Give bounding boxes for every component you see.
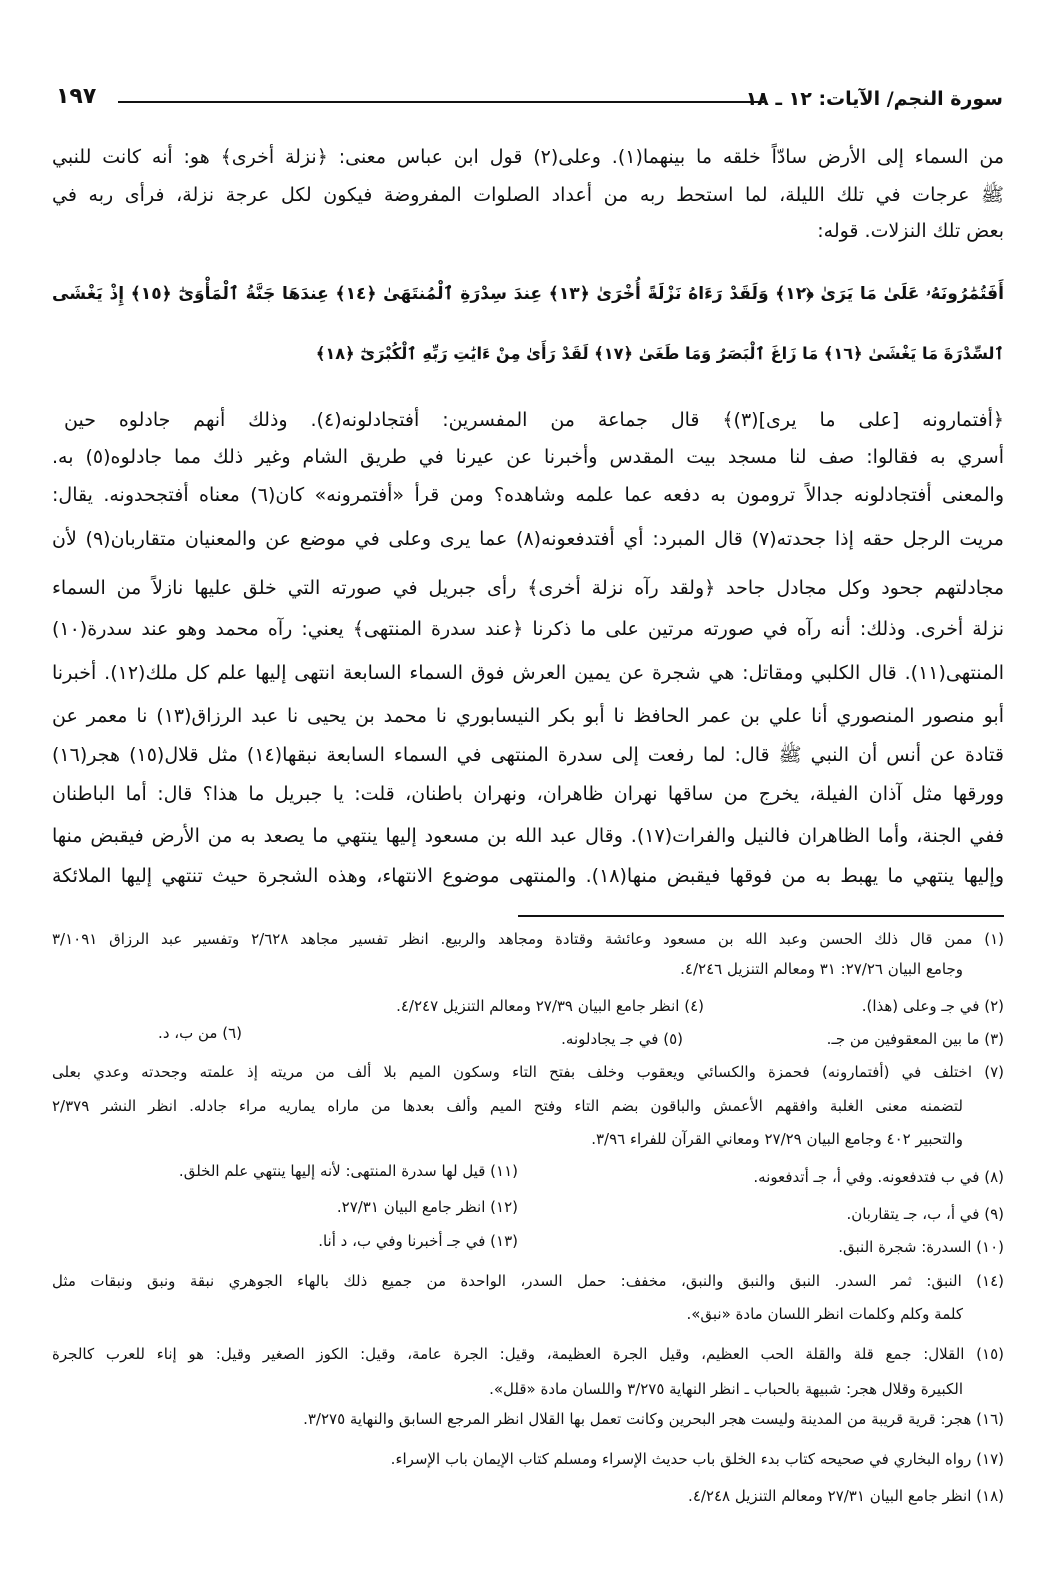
text-line: من السماء إلى الأرض سادّاً خلقه ما بينهما(١). وعلى(٢) قول ابن عباس معنى: ﴿نزلة أخرى﴾ هو: أنه كانت للنبي: [52, 146, 1004, 168]
footnote-5: (٥) في جـ يجادلونه.: [561, 1030, 683, 1048]
page-number: ١٩٧: [56, 84, 97, 109]
footnote-1-cont: وجامع البيان ٢٧/٢٦: ٣١ ومعالم التنزيل ٤/٢٤٦.: [680, 960, 963, 978]
text-line: ﷺ عرجات في تلك الليلة، لما استحط ربه من أعداد الصلوات المفروضة فيكون لكل عرجة نزلة، فرأى ربه في: [52, 184, 1004, 206]
footnote-2: (٢) في جـ وعلى (هذا).: [861, 997, 1004, 1015]
quran-verse-line: أَفَتُمَٰرُونَهُۥ عَلَىٰ مَا يَرَىٰ ﴿١٢﴾ وَلَقَدْ رَءَاهُ نَزْلَةً أُخْرَىٰ ﴿١٣﴾ عِندَ سِدْرَةِ ٱلْمُنتَهَىٰ ﴿١٤﴾ عِندَهَا جَنَّةُ ٱلْمَأْوَىٰٓ ﴿١٥﴾ إِذْ يَغْشَى: [52, 284, 1004, 304]
footnote-7-cont: لتضمنه معنى الغلبة وافقهم الأعمش والباقون بضم التاء وفتح الميم وألف بعدها من ماراه يماريه مراء جادله. انظر النشر ٢/٣٧٩: [52, 1097, 963, 1115]
footnote-13: (١٣) في جـ أخبرنا وفي ب، د أنا.: [318, 1232, 518, 1250]
footnote-18: (١٨) انظر جامع البيان ٢٧/٣١ ومعالم التنزيل ٤/٢٤٨.: [688, 1487, 1004, 1505]
footnote-15: (١٥) القلال: جمع قلة والقلة الحب العظيم، وقيل الجرة العظيمة، وقيل: الجرة عامة، وقيل: الكوز الصغير وقيل: هو إناء للعرب كالجرة: [52, 1345, 1004, 1363]
footnote-4: (٤) انظر جامع البيان ٢٧/٣٩ ومعالم التنزيل ٤/٢٤٧.: [396, 997, 704, 1015]
header-divider: [118, 101, 764, 103]
text-line: قتادة عن أنس أن النبي ﷺ قال: لما رفعت إلى سدرة المنتهى في السماء السابعة نبقها(١٤) مثل قلال(١٥) هجر(١٦): [52, 744, 1004, 766]
footnote-14: (١٤) النبق: ثمر السدر. النبق والنبق والنبق، مخفف: حمل السدر، الواحدة من جميع ذلك بالهاء الجوهري نبقة ونبق ونبقات مثل: [52, 1272, 1004, 1290]
text-line: المنتهى(١١). قال الكلبي ومقاتل: هي شجرة عن يمين العرش فوق السماء السابعة انتهى إليها علم كل ملك(١٢). أخبرنا: [52, 662, 1005, 684]
footnote-6: (٦) من ب، د.: [158, 1024, 242, 1042]
footnote-8: (٨) في ب فتدفعونه. وفي أ، جـ أتدفعونه.: [753, 1168, 1004, 1186]
footnote-3: (٣) ما بين المعقوفين من جـ.: [826, 1030, 1004, 1048]
footnote-9: (٩) في أ، ب، جـ يتقاربان.: [846, 1205, 1004, 1223]
footnote-12: (١٢) انظر جامع البيان ٢٧/٣١.: [336, 1198, 518, 1216]
text-line: مجادلتهم جحود وكل مجادل جاحد ﴿ولقد رآه نزلة أخرى﴾ رأى جبريل في صورته التي خلق عليها نازلاً من السماء: [52, 577, 1004, 599]
running-title: سورة النجم/ الآيات: ١٢ ـ ١٨: [745, 88, 1003, 110]
text-line: أبو منصور المنصوري أنا علي بن عمر الحافظ نا أبو بكر النيسابوري نا محمد بن يحيى نا عبد الرزاق(١٣) نا معمر عن: [52, 705, 1004, 727]
quran-verse-line: ٱلسِّدْرَةَ مَا يَغْشَىٰ ﴿١٦﴾ مَا زَاغَ ٱلْبَصَرُ وَمَا طَغَىٰ ﴿١٧﴾ لَقَدْ رَأَىٰ مِنْ ءَايَٰتِ رَبِّهِ ٱلْكُبْرَىٰٓ ﴿١٨﴾: [315, 344, 1004, 363]
footnote-7: (٧) اختلف في (أفتمارونه) فحمزة والكسائي ويعقوب وخلف بفتح التاء وسكون الميم بلا ألف من مريته إذ علمته وجحدته وعدي بعلى: [52, 1063, 1004, 1081]
text-line: ﴿أفتمارونه [على ما يرى](٣)﴾ قال جماعة من المفسرين: أفتجادلونه(٤). وذلك أنهم جادلوه حين: [64, 409, 1005, 431]
text-line: والمعنى أفتجادلونه جدالاً ترومون به دفعه عما علمه وشاهده؟ ومن قرأ «أفتمرونه» كان(٦) معناه أفتجحدونه. يقال:: [52, 484, 1004, 506]
text-line: وإليها ينتهي ما يهبط به من فوقها فيقبض منها(١٨). والمنتهى موضوع الانتهاء، وهذه الشجرة حيث تنتهي إليها الملائكة: [52, 865, 1005, 887]
text-line: وورقها مثل آذان الفيلة، يخرج من ساقها نهران ظاهران، ونهران باطنان، قلت: يا جبريل ما هذا؟ قال: أما الباطنان: [52, 783, 1004, 805]
text-line: ففي الجنة، وأما الظاهران فالنيل والفرات(١٧). وقال عبد الله بن مسعود إليها ينتهي ما يصعد به من الأرض فيقبض منها: [52, 825, 1004, 847]
footnote-11: (١١) قيل لها سدرة المنتهى: لأنه إليها ينتهي علم الخلق.: [178, 1162, 518, 1180]
footnote-17: (١٧) رواه البخاري في صحيحه كتاب بدء الخلق باب حديث الإسراء ومسلم كتاب الإيمان باب الإسراء.: [390, 1450, 1004, 1468]
text-line: بعض تلك النزلات. قوله:: [817, 220, 1004, 242]
footnote-1: (١) ممن قال ذلك الحسن وعبد الله بن مسعود وعائشة وقتادة ومجاهد والربيع. انظر تفسير مجاهد ٢/٦٢٨ وتفسير عبد الرزاق ٣/١٠٩١: [52, 930, 1004, 948]
text-line: أسري به فقالوا: صف لنا مسجد بيت المقدس وأخبرنا عن عيرنا في طريق الشام وغير ذلك مما جادلوه(٥) به.: [52, 446, 1005, 468]
text-line: مريت الرجل حقه إذا جحدته(٧) قال المبرد: أي أفتدفعونه(٨) عما يرى وعلى في موضع عن والمعنيان متقاربان(٩) لأن: [52, 528, 1004, 550]
footnote-10: (١٠) السدرة: شجرة النبق.: [838, 1238, 1004, 1256]
footnote-15-cont: الكبيرة وقلال هجر: شبيهة بالحباب ـ انظر النهاية ٣/٢٧٥ واللسان مادة «قلل».: [489, 1380, 963, 1398]
footnote-divider: [518, 915, 1004, 917]
text-line: نزلة أخرى. وذلك: أنه رآه في صورته مرتين على ما ذكرنا ﴿عند سدرة المنتهى﴾ يعني: رآه محمد وهو عند سدرة(١٠): [52, 618, 1004, 640]
footnote-16: (١٦) هجر: قرية قريبة من المدينة وليست هجر البحرين وكانت تعمل بها القلال انظر المرجع السابق والنهاية ٣/٢٧٥.: [303, 1410, 1004, 1428]
footnote-7-cont: والتحبير ٤٠٢ وجامع البيان ٢٧/٢٩ ومعاني القرآن للفراء ٣/٩٦.: [591, 1130, 963, 1148]
footnote-14-cont: كلمة وكلم وكلمات انظر اللسان مادة «نبق».: [686, 1305, 963, 1323]
